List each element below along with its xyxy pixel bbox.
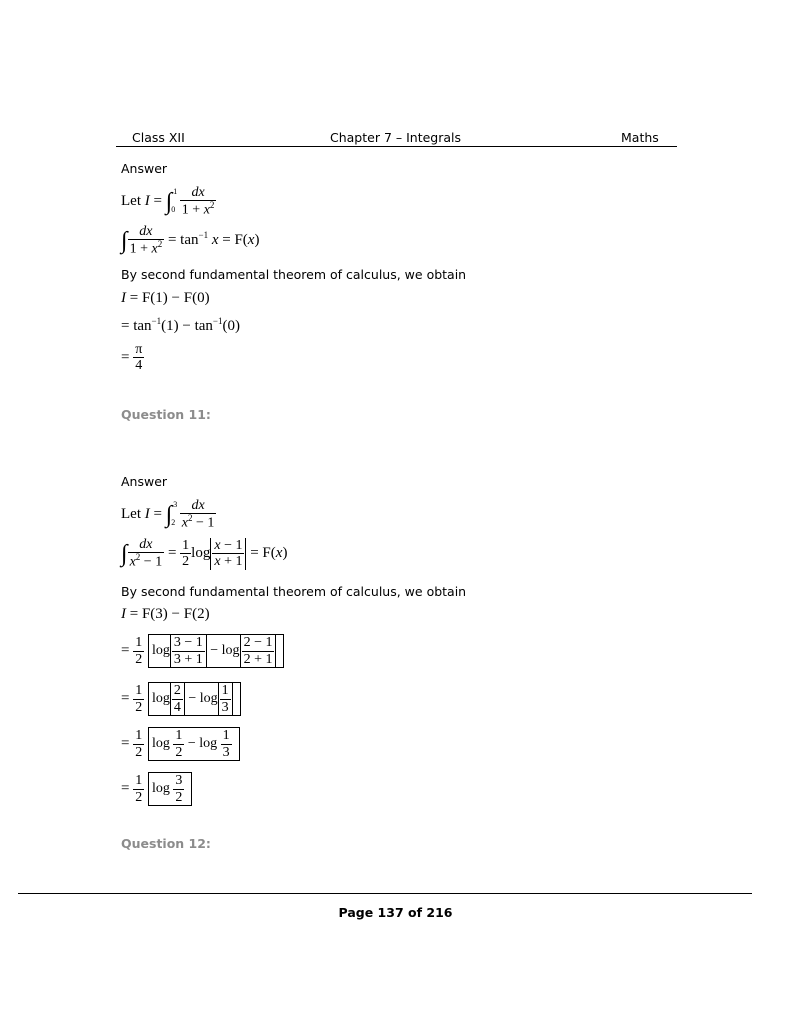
equation: = $\frac{1}{2}$ log $\frac{3 - 1}{3 + 1}$ − log $\frac{2 - 1}{2 + 1}$ xyxy=(121,634,284,668)
equation: Let I = ∫ 3 2 $\frac{dx}{x^2 - 1}$ xyxy=(121,498,215,532)
footer-rule xyxy=(18,893,752,894)
header-chapter: Chapter 7 – Integrals xyxy=(330,130,462,145)
answer-label: Answer xyxy=(121,161,168,176)
equation: I = F(3) − F(2) xyxy=(121,606,210,622)
equation: ∫ $\frac{dx}{x^2 - 1}$ = $\frac{1}{2}$ log $\frac{x - 1}{x + 1}$ = F(x) xyxy=(121,537,288,571)
header-subject: Maths xyxy=(621,130,659,145)
equation: I = F(1) − F(0) xyxy=(121,290,210,306)
question-title: Question 11: xyxy=(121,407,211,422)
answer-label: Answer xyxy=(121,474,168,489)
header-class: Class XII xyxy=(132,130,185,145)
equation: = $\frac{\pi}{4}$ xyxy=(121,342,143,374)
equation: ∫ $\frac{dx}{1 + x^2}$ = $\tan^{-1} x = F(x)$ xyxy=(121,224,260,258)
page-number: Page 137 of 216 xyxy=(338,905,453,920)
theorem-text: By second fundamental theorem of calculus, we obtain xyxy=(121,584,467,599)
equation: = $\frac{1}{2}$ log $\frac{1}{2}$ − log $\frac{1}{3}$ xyxy=(121,727,240,761)
equation: = $\frac{1}{2}$ log $\frac{2}{4}$ − log $\frac{1}{3}$ xyxy=(121,682,241,716)
question-title: Question 12: xyxy=(121,836,211,851)
theorem-text: By second fundamental theorem of calculus, we obtain xyxy=(121,267,467,282)
header-rule xyxy=(116,146,677,147)
equation: = $\tan^{-1}(1) - \tan^{-1}(0)$ xyxy=(121,316,240,334)
equation: Let I = ∫ 1 0 $\frac{dx}{1 + x^2}$ xyxy=(121,185,215,219)
equation: = $\frac{1}{2}$ log $\frac{3}{2}$ xyxy=(121,772,192,806)
